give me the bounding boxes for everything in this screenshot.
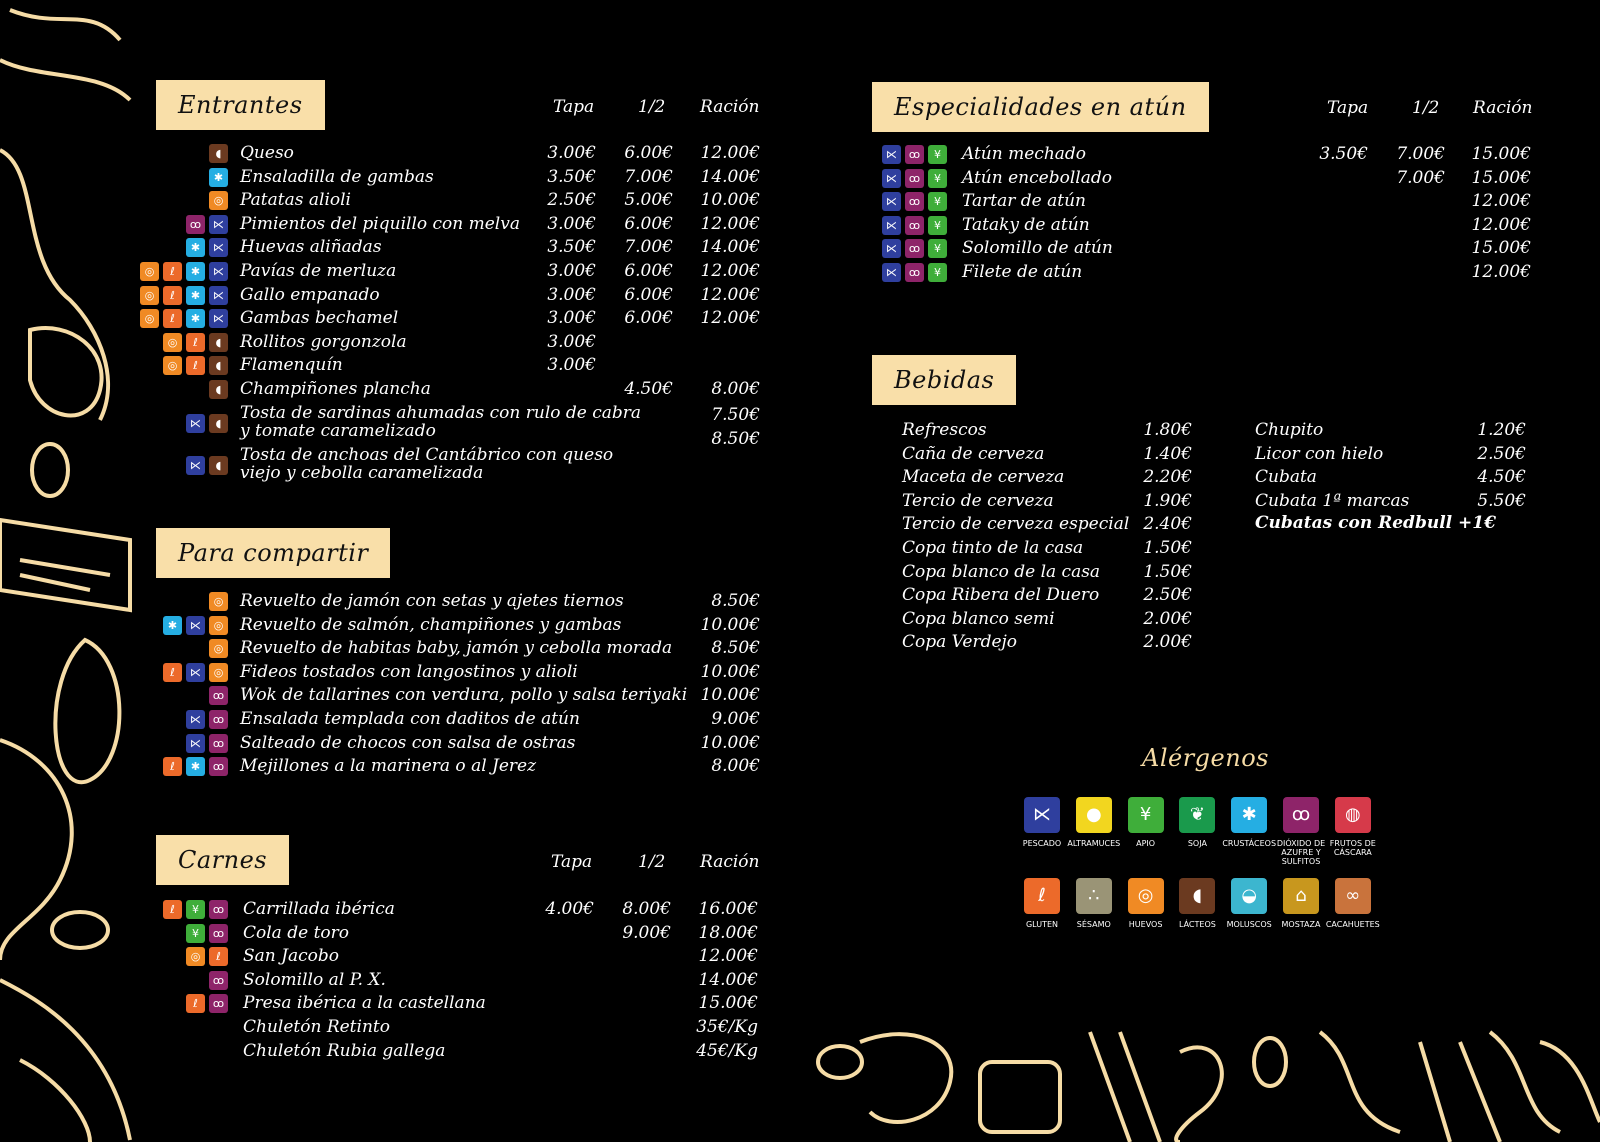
drink-price: 2.40€ (1143, 514, 1192, 535)
sulfite-icon: ꝏ (209, 710, 228, 729)
menu-item-name-line2: viejo y cebolla caramelizada (240, 463, 484, 483)
price-racion: 10.00€ (700, 190, 760, 211)
menu-item-name: Gambas bechamel (240, 308, 399, 329)
eggs-icon: ◎ (209, 663, 228, 682)
price-racion: 8.50€ (711, 429, 760, 449)
crab-icon: ✱ (1231, 797, 1267, 833)
menu-item-name: Presa ibérica a la castellana (243, 993, 486, 1014)
menu-item-name: Flamenquín (240, 355, 343, 376)
menu-item-name: Carrillada ibérica (243, 899, 395, 919)
fish-icon: ⋉ (1024, 797, 1060, 833)
drink-price: 2.50€ (1477, 443, 1526, 464)
price-racion: 15.00€ (1471, 167, 1531, 188)
menu-item-name-line1: Tosta de anchoas del Cantábrico con queso (240, 445, 614, 465)
sulfite-icon: ꝏ (186, 215, 205, 234)
drink-price: 1.50€ (1143, 538, 1192, 558)
crab-icon: ✱ (186, 757, 205, 776)
allergen-label: GLUTEN (1025, 920, 1059, 929)
fish-icon: ⋉ (186, 734, 205, 753)
price-tapa: 3.00€ (547, 308, 596, 329)
menu-item-name: Pavías de merluza (240, 261, 397, 281)
soy-icon: ❦ (1179, 797, 1215, 833)
milk-jug-icon: ◖ (1179, 878, 1215, 914)
price-racion: 10.00€ (700, 661, 760, 682)
allergen-label: LÁCTEOS (1178, 920, 1216, 929)
price-racion: 12.00€ (698, 946, 758, 967)
allergen-label: HUEVOS (1128, 920, 1163, 929)
menu-item (0, 898, 800, 921)
drink-name: Tercio de cerveza especial (902, 514, 1130, 535)
eggs-icon: ◎ (1128, 878, 1164, 914)
price-racion: 14.00€ (698, 969, 758, 990)
price-racion: 15.00€ (1471, 238, 1531, 259)
price-racion: 14.00€ (700, 166, 760, 187)
drink-name: Caña de cerveza (902, 443, 1045, 464)
fish-icon: ⋉ (186, 616, 205, 635)
sulfite-icon: ꝏ (905, 192, 924, 211)
fish-icon: ⋉ (186, 663, 205, 682)
section-title-bebidas: Bebidas (872, 355, 1016, 405)
eggs-icon: ◎ (209, 616, 228, 635)
drink-name: Copa tinto de la casa (902, 538, 1084, 558)
drink-price: 1.20€ (1477, 420, 1526, 440)
price-racion: 8.00€ (711, 379, 760, 399)
section-title-compartir: Para compartir (156, 528, 390, 578)
fish-icon: ⋉ (882, 239, 901, 258)
drink-price: 1.80€ (1143, 420, 1192, 440)
eggs-icon: ◎ (163, 333, 182, 352)
drink-price: 2.50€ (1143, 585, 1192, 606)
celery-icon: ¥ (186, 924, 205, 943)
drink-name: Refrescos (902, 420, 987, 440)
drink-price: 2.00€ (1143, 608, 1192, 629)
menu-item (0, 1016, 800, 1039)
menu-item-name: Salteado de chocos con salsa de ostras (240, 732, 576, 753)
price-racion: 12.00€ (700, 261, 760, 281)
price-racion: 45€/Kg (696, 1040, 758, 1061)
sulfite-icon: ꝏ (905, 145, 924, 164)
price-racion: 12.00€ (1471, 191, 1531, 212)
price-racion: 15.00€ (698, 993, 758, 1014)
fish-icon: ⋉ (186, 414, 205, 433)
eggs-icon: ◎ (209, 639, 228, 658)
menu-item-name: Atún mechado (962, 144, 1087, 164)
menu-item (0, 684, 800, 707)
eggs-icon: ◎ (209, 592, 228, 611)
sulfite-icon: ꝏ (905, 239, 924, 258)
price-tapa: 4.00€ (545, 899, 594, 919)
crab-icon: ✱ (163, 616, 182, 635)
crab-icon: ✱ (209, 168, 228, 187)
fish-icon: ⋉ (209, 286, 228, 305)
price-tapa: 3.00€ (547, 355, 596, 376)
section-title-carnes: Carnes (156, 835, 289, 885)
fish-icon: ⋉ (186, 456, 205, 475)
price-media: 9.00€ (622, 922, 671, 943)
wheat-icon: ℓ (186, 994, 205, 1013)
price-racion: 8.50€ (711, 638, 760, 659)
menu-item-name: Revuelto de salmón, champiñones y gambas (240, 614, 622, 635)
allergen-label: FRUTOS DE CÁSCARA (1329, 839, 1376, 857)
col-header-racion: Ración (1473, 98, 1533, 118)
price-media: 7.00€ (1396, 144, 1445, 164)
price-media: 7.00€ (624, 237, 673, 258)
menu-item-name: Tataky de atún (962, 214, 1090, 235)
menu-item-name: Solomillo de atún (962, 238, 1113, 259)
price-tapa: 3.00€ (547, 284, 596, 305)
price-racion: 8.50€ (711, 591, 760, 611)
price-racion: 12.00€ (1471, 262, 1531, 282)
drink-name: Licor con hielo (1255, 443, 1384, 464)
crab-icon: ✱ (186, 238, 205, 257)
decorative-bottom-strip (800, 1022, 1600, 1142)
celery-icon: ¥ (928, 145, 947, 164)
price-racion: 12.00€ (700, 308, 760, 329)
menu-item-name: Patatas alioli (240, 190, 351, 211)
menu-item-name: Chuletón Rubia gallega (243, 1040, 446, 1061)
menu-item (0, 190, 1531, 213)
menu-item (0, 969, 800, 992)
fish-icon: ⋉ (882, 145, 901, 164)
menu-item-name-line1: Tosta de sardinas ahumadas con rulo de cabra (240, 403, 642, 423)
drink-name: Copa blanco de la casa (902, 561, 1101, 582)
sulfite-icon: ꝏ (209, 757, 228, 776)
celery-icon: ¥ (928, 239, 947, 258)
allergen-label: APIO (1136, 839, 1156, 848)
menu-item-name: Fideos tostados con langostinos y alioli (240, 661, 578, 682)
mustard-icon: ⌂ (1283, 878, 1319, 914)
price-racion: 10.00€ (700, 685, 760, 706)
sulfite-icon: ꝏ (209, 924, 228, 943)
menu-item (0, 331, 800, 354)
celery-icon: ¥ (1128, 797, 1164, 833)
drink-name: Copa Verdejo (902, 632, 1018, 653)
price-tapa: 3.00€ (547, 261, 596, 281)
milk-jug-icon: ◖ (209, 414, 228, 433)
crab-icon: ✱ (186, 286, 205, 305)
menu-item (0, 661, 800, 684)
menu-item-name: Tartar de atún (962, 191, 1086, 212)
menu-item-name: Champiñones plancha (240, 379, 431, 399)
menu-item-name: Chuletón Retinto (243, 1017, 390, 1037)
nut-icon: ◍ (1335, 797, 1371, 833)
menu-item-name: Huevas aliñadas (240, 237, 382, 258)
menu-item (0, 214, 1531, 237)
sulfite-icon: ꝏ (1283, 797, 1319, 833)
menu-item (0, 708, 800, 731)
celery-icon: ¥ (928, 169, 947, 188)
menu-item (0, 1040, 800, 1063)
wheat-icon: ℓ (163, 262, 182, 281)
allergen-label: DIÓXIDO DE AZUFRE Y SULFITOS (1276, 839, 1326, 866)
section-title-atun: Especialidades en atún (872, 82, 1209, 132)
price-racion: 12.00€ (700, 284, 760, 305)
menu-item-name: Revuelto de jamón con setas y ajetes tiernos (240, 591, 624, 611)
price-media: 8.00€ (622, 899, 671, 919)
section-title-entrantes: Entrantes (156, 80, 325, 130)
price-racion: 12.00€ (700, 213, 760, 234)
sulfite-icon: ꝏ (905, 169, 924, 188)
drink-name: Maceta de cerveza (902, 467, 1065, 488)
milk-jug-icon: ◖ (209, 333, 228, 352)
col-header-racion: Ración (700, 97, 760, 117)
menu-item (0, 992, 800, 1015)
celery-icon: ¥ (186, 900, 205, 919)
menu-item (0, 404, 800, 444)
allergen-label: SOJA (1187, 839, 1207, 848)
bebidas-note: Cubatas con Redbull +1€ (1255, 513, 1496, 533)
drink-price: 2.00€ (1143, 632, 1192, 653)
col-header-racion: Ración (700, 852, 760, 872)
drink-price: 2.20€ (1143, 467, 1192, 488)
price-media: 6.00€ (624, 143, 673, 163)
fish-icon: ⋉ (882, 263, 901, 282)
menu-item (0, 378, 800, 401)
lupin-icon: ● (1076, 797, 1112, 833)
celery-icon: ¥ (928, 192, 947, 211)
fish-icon: ⋉ (882, 216, 901, 235)
price-tapa: 3.00€ (547, 213, 596, 234)
sulfite-icon: ꝏ (905, 263, 924, 282)
fish-icon: ⋉ (209, 262, 228, 281)
price-media: 7.00€ (1396, 167, 1445, 188)
drink-name: Copa Ribera del Duero (902, 585, 1100, 606)
price-racion: 12.00€ (1471, 214, 1531, 235)
menu-item (0, 922, 800, 945)
eggs-icon: ◎ (163, 356, 182, 375)
allergen-label: ALTRAMUCES (1067, 839, 1121, 848)
wheat-icon: ℓ (163, 900, 182, 919)
wheat-icon: ℓ (209, 947, 228, 966)
drink-name: Cubata (1255, 467, 1317, 488)
price-racion: 35€/Kg (696, 1017, 758, 1037)
menu-item-name: Rollitos gorgonzola (240, 331, 407, 352)
sulfite-icon: ꝏ (209, 994, 228, 1013)
shell-icon: ◒ (1231, 878, 1267, 914)
wheat-icon: ℓ (163, 663, 182, 682)
menu-item (0, 167, 1531, 190)
col-header-media: 1/2 (638, 97, 666, 117)
allergen-label: CRUSTÁCEOS (1222, 839, 1277, 848)
price-tapa: 3.50€ (547, 166, 596, 187)
col-header-media: 1/2 (638, 852, 666, 872)
pasta-doodle-illustration-bottom (800, 1022, 1600, 1142)
price-tapa: 2.50€ (547, 190, 596, 211)
price-media: 6.00€ (624, 213, 673, 234)
milk-jug-icon: ◖ (209, 356, 228, 375)
menu-item-name: Cola de toro (243, 922, 349, 943)
menu-item-name-line2: y tomate caramelizado (240, 421, 436, 441)
menu-item-name: Pimientos del piquillo con melva (240, 213, 520, 234)
fish-icon: ⋉ (186, 710, 205, 729)
price-media: 6.00€ (624, 284, 673, 305)
drink-price: 1.40€ (1143, 443, 1192, 464)
price-racion: 8.00€ (711, 756, 760, 777)
menu-item-name: Gallo empanado (240, 284, 380, 305)
price-tapa: 3.50€ (547, 237, 596, 258)
sulfite-icon: ꝏ (905, 216, 924, 235)
eggs-icon: ◎ (209, 191, 228, 210)
allergen-label: MOLUSCOS (1226, 920, 1272, 929)
menu-item-name: Solomillo al P. X. (243, 969, 386, 990)
wheat-icon: ℓ (163, 309, 182, 328)
sesame-icon: ∴ (1076, 878, 1112, 914)
price-media: 6.00€ (624, 308, 673, 329)
milk-jug-icon: ◖ (209, 144, 228, 163)
eggs-icon: ◎ (140, 262, 159, 281)
price-racion: 7.50€ (711, 405, 760, 425)
celery-icon: ¥ (928, 216, 947, 235)
peanut-icon: ∞ (1335, 878, 1371, 914)
menu-item-name: Wok de tallarines con verdura, pollo y salsa teriyaki (240, 685, 688, 706)
menu-item (0, 755, 800, 778)
menu-item-name: Queso (240, 143, 294, 163)
wheat-icon: ℓ (186, 356, 205, 375)
price-media: 5.00€ (624, 190, 673, 211)
fish-icon: ⋉ (882, 169, 901, 188)
drink-name: Cubata 1ª marcas (1255, 490, 1410, 511)
crab-icon: ✱ (186, 309, 205, 328)
menu-item-name: Atún encebollado (962, 167, 1112, 188)
price-racion: 18.00€ (698, 922, 758, 943)
wheat-icon: ℓ (186, 333, 205, 352)
drink-price: 1.90€ (1143, 490, 1192, 511)
allergen-label: PESCADO (1022, 839, 1062, 848)
celery-icon: ¥ (928, 263, 947, 282)
menu-item (0, 143, 1531, 166)
fish-icon: ⋉ (209, 309, 228, 328)
menu-item (0, 354, 800, 377)
menu-item (0, 732, 800, 755)
price-tapa: 3.00€ (547, 331, 596, 352)
sulfite-icon: ꝏ (209, 900, 228, 919)
price-tapa: 3.50€ (1319, 144, 1368, 164)
col-header-media: 1/2 (1412, 98, 1440, 118)
menu-item (0, 614, 800, 637)
drink-price: 1.50€ (1143, 561, 1192, 582)
fish-icon: ⋉ (209, 215, 228, 234)
menu-item-name: Revuelto de habitas baby, jamón y cebolla morada (240, 638, 673, 659)
price-media: 7.00€ (624, 166, 673, 187)
menu-item (0, 237, 1531, 260)
drink-price: 5.50€ (1477, 490, 1526, 511)
menu-item-name: Mejillones a la marinera o al Jerez (240, 756, 537, 777)
milk-jug-icon: ◖ (209, 456, 228, 475)
wheat-icon: ℓ (1024, 878, 1060, 914)
menu-item (0, 590, 800, 613)
price-racion: 15.00€ (1471, 144, 1531, 164)
price-racion: 12.00€ (700, 143, 760, 163)
drink-name: Tercio de cerveza (902, 490, 1054, 511)
menu-item (0, 261, 1531, 284)
eggs-icon: ◎ (140, 309, 159, 328)
wheat-icon: ℓ (163, 286, 182, 305)
fish-icon: ⋉ (882, 192, 901, 211)
allergens-title: Alérgenos (1142, 744, 1269, 772)
menu-item-name: San Jacobo (243, 946, 339, 967)
allergen-label: MOSTAZA (1281, 920, 1321, 929)
drink-price: 4.50€ (1477, 467, 1526, 488)
fish-icon: ⋉ (209, 238, 228, 257)
price-racion: 9.00€ (711, 709, 760, 729)
crab-icon: ✱ (186, 262, 205, 281)
menu-item-name: Filete de atún (962, 262, 1083, 282)
menu-item-name: Ensalada templada con daditos de atún (240, 709, 580, 729)
allergen-label: SÉSAMO (1076, 920, 1111, 929)
price-racion: 14.00€ (700, 237, 760, 258)
sulfite-icon: ꝏ (209, 686, 228, 705)
price-tapa: 3.00€ (547, 143, 596, 163)
col-header-tapa: Tapa (1327, 98, 1369, 118)
price-racion: 10.00€ (700, 732, 760, 753)
menu-item (0, 945, 800, 968)
col-header-tapa: Tapa (551, 852, 593, 872)
menu-item (0, 284, 800, 307)
price-media: 6.00€ (624, 261, 673, 281)
menu-item (0, 307, 800, 330)
milk-jug-icon: ◖ (209, 380, 228, 399)
allergen-label: CACAHUETES (1325, 920, 1380, 929)
sulfite-icon: ꝏ (209, 971, 228, 990)
col-header-tapa: Tapa (553, 97, 595, 117)
wheat-icon: ℓ (163, 757, 182, 776)
eggs-icon: ◎ (140, 286, 159, 305)
drink-name: Chupito (1255, 420, 1324, 440)
price-racion: 10.00€ (700, 614, 760, 635)
eggs-icon: ◎ (186, 947, 205, 966)
menu-item (0, 637, 800, 660)
price-racion: 16.00€ (698, 899, 758, 919)
sulfite-icon: ꝏ (209, 734, 228, 753)
price-media: 4.50€ (624, 379, 673, 399)
menu-item-name: Ensaladilla de gambas (240, 166, 434, 187)
drink-name: Copa blanco semi (902, 608, 1055, 629)
